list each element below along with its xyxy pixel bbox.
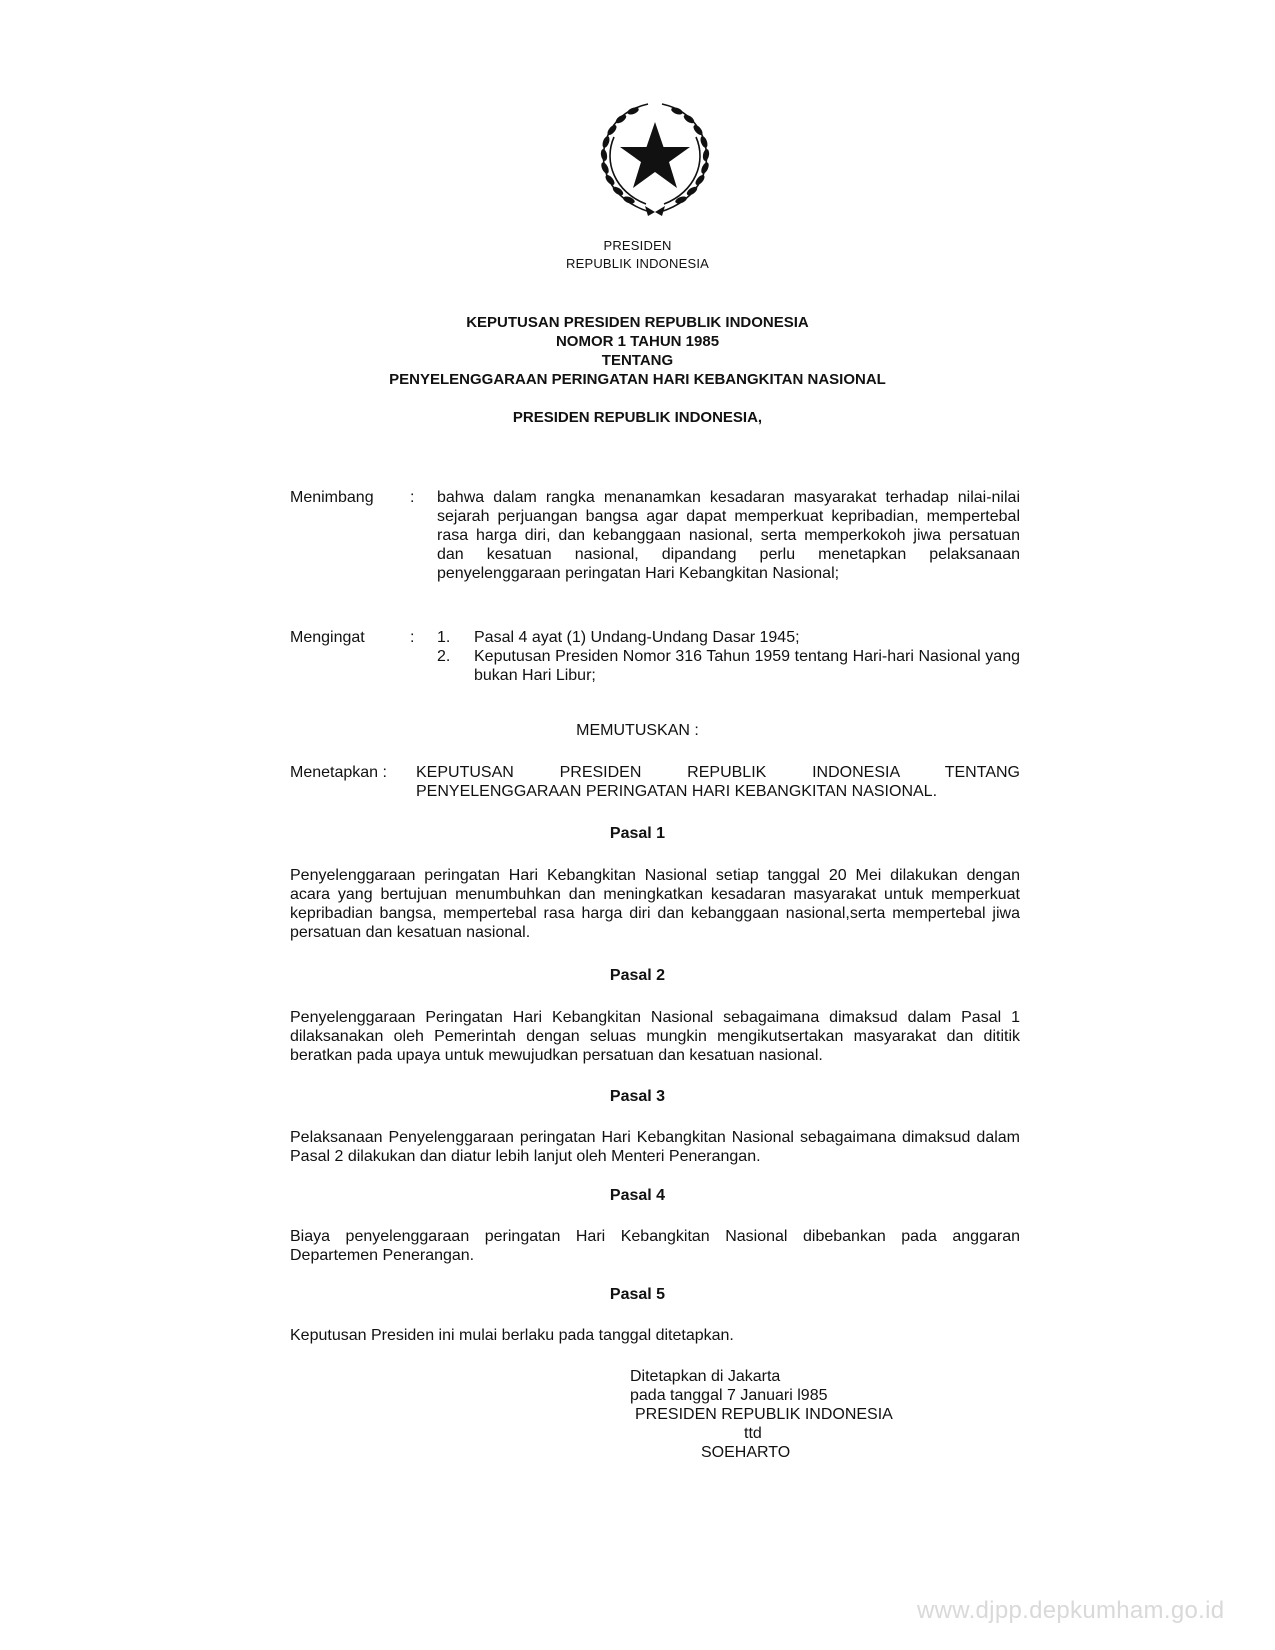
mengingat-item-1: Pasal 4 ayat (1) Undang-Undang Dasar 1945; <box>474 629 800 646</box>
pasal-5-heading: Pasal 5 <box>609 1286 666 1303</box>
signature-name: SOEHARTO <box>701 1444 791 1461</box>
signature-date: pada tanggal 7 Januari l985 <box>630 1387 828 1404</box>
mengingat-item-2: Keputusan Presiden Nomor 316 Tahun 1959 tentang Hari-hari Nasional yang bukan Hari Libur; <box>474 648 1020 684</box>
pasal-4-heading: Pasal 4 <box>609 1187 666 1204</box>
pasal-1-text: Penyelenggaraan peringatan Hari Kebangkitan Nasional setiap tanggal 20 Mei dilakukan dengan acara yang bertujuan menumbuhkan dan meningkatkan kesadaran masyarakat untuk memperkuat kepribadian bangsa, mempertebal rasa harga diri dan kebanggaan nasional,serta mempertebal jiwa persatuan dan kesatuan nasional. <box>290 867 1020 941</box>
signature-ttd: ttd <box>744 1425 762 1442</box>
letterhead-republik-indonesia: REPUBLIK INDONESIA <box>565 256 710 271</box>
pasal-4-text: Biaya penyelenggaraan peringatan Hari Kebangkitan Nasional dibebankan pada anggaran Departemen Penerangan. <box>290 1228 1020 1264</box>
presidential-emblem-icon <box>590 100 720 220</box>
mengingat-item-2-number: 2. <box>437 648 451 665</box>
menimbang-colon: : <box>410 489 415 506</box>
mengingat-colon: : <box>410 629 415 646</box>
mengingat-item-1-number: 1. <box>437 629 451 646</box>
decree-number: NOMOR 1 TAHUN 1985 <box>555 333 720 350</box>
decree-tentang: TENTANG <box>601 352 674 369</box>
watermark-url: www.djpp.depkumham.go.id <box>917 1597 1225 1624</box>
pasal-2-heading: Pasal 2 <box>609 967 666 984</box>
decree-title: KEPUTUSAN PRESIDEN REPUBLIK INDONESIA <box>466 314 809 331</box>
mengingat-label: Mengingat <box>290 629 365 646</box>
pasal-3-text: Pelaksanaan Penyelenggaraan peringatan Hari Kebangkitan Nasional sebagaimana dimaksud dalam Pasal 2 dilakukan dan diatur lebih lanjut oleh Menteri Penerangan. <box>290 1129 1020 1165</box>
decree-subject: PENYELENGGARAAN PERINGATAN HARI KEBANGKITAN NASIONAL <box>389 371 886 388</box>
letterhead-presiden: PRESIDEN <box>603 238 672 253</box>
signature-place: Ditetapkan di Jakarta <box>630 1368 781 1385</box>
memutuskan-heading: MEMUTUSKAN : <box>576 722 699 739</box>
decree-issuer: PRESIDEN REPUBLIK INDONESIA, <box>512 409 763 426</box>
pasal-2-text: Penyelenggaraan Peringatan Hari Kebangkitan Nasional sebagaimana dimaksud dalam Pasal 1 dilaksanakan oleh Pemerintah dengan seluas mungkin mengikutsertakan masyarakat dan dititik beratkan pada upaya untuk mewujudkan persatuan dan kesatuan nasional. <box>290 1009 1020 1064</box>
menetapkan-label: Menetapkan : <box>290 764 387 781</box>
pasal-3-heading: Pasal 3 <box>609 1088 666 1105</box>
pasal-5-text: Keputusan Presiden ini mulai berlaku pada tanggal ditetapkan. <box>290 1327 734 1344</box>
menimbang-text: bahwa dalam rangka menanamkan kesadaran masyarakat terhadap nilai-nilai sejarah perjuangan bangsa agar dapat memperkuat kepribadian, mempertebal rasa harga diri, dan kebanggaan nasional, serta memperkokoh jiwa persatuan dan kesatuan nasional, dipandang perlu menetapkan pelaksanaan penyelenggaraan peringatan Hari Kebangkitan Nasional; <box>437 489 1020 582</box>
signature-office: PRESIDEN REPUBLIK INDONESIA <box>635 1406 893 1423</box>
menetapkan-line-2: PENYELENGGARAAN PERINGATAN HARI KEBANGKITAN NASIONAL. <box>416 783 938 800</box>
menetapkan-line-1: KEPUTUSAN PRESIDEN REPUBLIK INDONESIA TENTANG <box>416 764 1020 781</box>
pasal-1-heading: Pasal 1 <box>609 825 666 842</box>
menimbang-label: Menimbang <box>290 489 374 506</box>
